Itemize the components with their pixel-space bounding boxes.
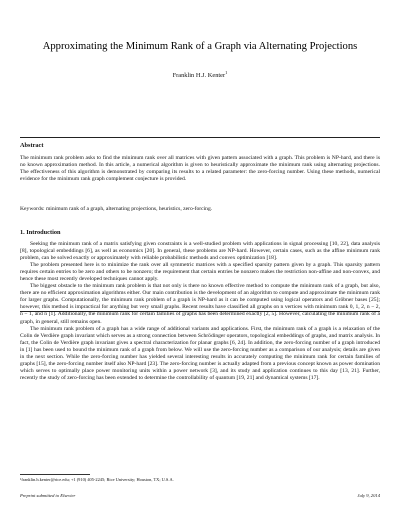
intro-paragraph: The biggest obstacle to the minimum rank problem is that not only is there no known effective method to compute the minimum rank of a graph, but also, there are no efficient approximation algorithms either. Our main contribution is the development of an algorithm to compute and approximate the minimum rank for larger graphs. Computationally, the minimum rank problem of a graph is NP-hard as it can be computed using logical operators and Gröbner bases [25]; however, this method is impractical for anything but very small graphs. Recent results have classified all graphs on n vertices with minimum rank 0, 1, 2, n − 2, n − 1, and n [1]. Additionally, the minimum rank for certain families of graphs has been determined exactly [2, 5]. However, calculating the minimum rank of a graph, in general, still remains open. bbox=[20, 283, 380, 325]
abstract-heading: Abstract bbox=[20, 142, 44, 149]
author-name: Franklin H.J. Kenter bbox=[172, 72, 226, 80]
footer-preprint-note: Preprint submitted to Elsevier bbox=[20, 493, 76, 498]
intro-paragraph: The minimum rank problem of a graph has a wide range of additional variants and applications. First, the minimum rank of a graph is a relaxation of the Colin de Verdière graph invariant which serves as a strong connection between Schrödinger operators, topological embeddings of graphs, and matrix analysis. In fact, the Colin de Verdière graph invariant gives a spectral characterization for planar graphs [6, 24]. In addition, the zero-forcing number of a graph introduced in [1] has been used to bound the minimum rank of a graph from below. We will use the zero-forcing number as a comparison of our analysis; details are given in the next section. While the zero-forcing number has yielded several interesting results in accurately computing the minimum rank for certain families of graphs [15], the zero-forcing number itself also NP-hard [23]. The zero-forcing number is actually adapted from a previous concept known as power domination which serves to optimally place power monitoring units within a power network [3], and its study and application continues to this day [13, 21]. Further, recently the study of zero-forcing has been extended to determine the controllability of quantum [19, 21] and dynamical systems [17]. bbox=[20, 325, 380, 381]
intro-paragraph: Seeking the minimum rank of a matrix satisfying given constraints is a well-studied problem with applications in signal processing [10, 22], data analysis [8], topological embeddings [6], as well as economics [20]. In general, these problems are NP-hard. However, certain cases, such as the affine minimum rank problem, can be solved exactly or approximately with reliable probabilistic methods and convex optimization [18]. bbox=[20, 241, 380, 262]
author-line bbox=[20, 69, 380, 80]
section-heading: 1. Introduction bbox=[20, 229, 61, 236]
abstract-text: The minimum rank problem asks to find the minimum rank over all matrices with given pattern associated with a graph. This problem is NP-hard, and there is no known approximation method. In this article, a numerical algorithm is given to heuristically approximate the minimum rank using alternating projections. The effectiveness of this algorithm is demonstrated by comparing its results to a related parameter: the zero-forcing number. Using these methods, numerical evidence for the minimum rank graph complement conjecture is provided. bbox=[20, 155, 380, 182]
author-footnote-mark: 1 bbox=[225, 70, 228, 75]
footer-date: July 9, 2014 bbox=[357, 493, 380, 498]
paper-title: Approximating the Minimum Rank of a Graph via Alternating Projections bbox=[42, 41, 358, 52]
author-footnote: ¹franklin.h.kenter@rice.edu; +1 (910) 405-2245; Rice University; Houston, TX; U.S.A. bbox=[20, 477, 174, 482]
footnote-divider bbox=[20, 474, 90, 475]
intro-paragraph: The problem presented here is to minimize the rank over all symmetric matrices with a specified sparsity pattern given by a graph. This sparsity pattern requires certain entries to be zero and others to be nonzero; the requirement that certain entries be nonzero makes the restriction non-affine and non-convex, and hence these most recently developed techniques cannot apply. bbox=[20, 262, 380, 283]
keywords-line: Keywords: minimum rank of a graph, alternating projections, heuristics, zero-forcing. bbox=[20, 206, 213, 212]
introduction-body bbox=[20, 241, 380, 382]
